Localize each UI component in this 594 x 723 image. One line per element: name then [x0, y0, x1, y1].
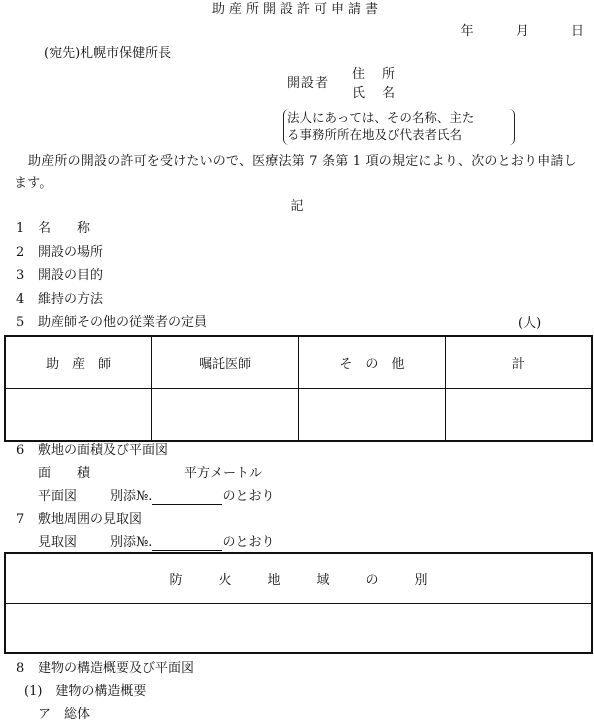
name-label: 氏 名: [352, 86, 398, 101]
item-building: [16, 661, 194, 677]
map-attachment-number-field[interactable]: [152, 537, 222, 551]
item-label: 開設の目的: [38, 268, 104, 283]
item-number: 6: [16, 443, 25, 458]
plan-suffix: のとおり: [222, 489, 275, 504]
ki-heading: 記: [290, 199, 304, 214]
item-label: 敷地周囲の見取図: [38, 512, 143, 527]
item-number: 5: [16, 315, 25, 330]
map-label: 見取図: [38, 535, 78, 550]
staff-table-header-row: [5, 336, 592, 389]
plan-label: 平面図: [38, 489, 78, 504]
item-label: 敷地の面積及び平面図: [38, 443, 169, 458]
area-unit: 平方メートル: [184, 466, 263, 481]
map-attachment-label: 別添№.: [110, 535, 153, 550]
item-label: 開設の場所: [38, 245, 104, 260]
fire-zone-input-cell[interactable]: [6, 604, 591, 652]
item-number: 3: [16, 268, 25, 283]
site-area-line: [38, 466, 262, 482]
area-label: 面 積: [38, 466, 91, 481]
address-label: 住 所: [352, 67, 398, 82]
item-surroundings: [16, 512, 142, 528]
staff-table-input-row: [5, 389, 592, 442]
staff-header-midwife: 助 産 師: [5, 336, 152, 389]
staff-table: [4, 335, 593, 442]
plan-attachment-label: 別添№.: [110, 489, 153, 504]
staff-doctor-cell[interactable]: [152, 389, 299, 442]
item-label: 建物の構造概要及び平面図: [38, 661, 195, 676]
item-label: 助産師その他の従業者の定員: [38, 315, 208, 330]
staff-midwife-cell[interactable]: [5, 389, 152, 442]
corporation-note: [283, 109, 515, 145]
plan-attachment-number-field[interactable]: [152, 491, 222, 505]
building-structure-subitem: (1) 建物の構造概要: [24, 684, 147, 699]
map-suffix: のとおり: [222, 535, 275, 550]
item-number: 4: [16, 292, 25, 307]
addressee: (宛先)札幌市保健所長: [44, 46, 172, 61]
page-title: 助産所開設許可申請書: [211, 2, 382, 17]
date-month-label: 月: [515, 24, 529, 39]
item-site: [16, 443, 168, 459]
applicant-label: 開設者: [287, 76, 330, 91]
building-overall-subitem: ア 総体: [38, 707, 91, 722]
corporation-note-line: る事務所所在地及び代表者氏名: [287, 127, 463, 142]
item-name: [16, 221, 90, 237]
date-day-label: 日: [570, 24, 584, 39]
date-year-label: 年: [460, 24, 474, 39]
item-location: [16, 245, 103, 261]
staff-other-cell[interactable]: [299, 389, 446, 442]
staff-header-total: 計: [445, 336, 592, 389]
staff-unit: (人): [518, 316, 542, 331]
item-number: 8: [16, 661, 25, 676]
item-label: 名 称: [38, 221, 91, 236]
item-label: 維持の方法: [38, 292, 104, 307]
site-plan-line: [38, 489, 274, 505]
item-number: 7: [16, 512, 25, 527]
date-line: [461, 24, 584, 40]
staff-header-other: そ の 他: [299, 336, 446, 389]
item-number: 1: [16, 221, 25, 236]
staff-total-cell[interactable]: [445, 389, 592, 442]
fire-zone-header: 防火地域の別: [6, 554, 591, 604]
application-statement: 助産所の開設の許可を受けたいので、医療法第 7 条第 1 項の規定により、次のとおり申請します。: [14, 154, 577, 191]
item-purpose: [16, 268, 103, 284]
fire-zone-table: [4, 552, 593, 654]
item-staff: [16, 315, 207, 331]
item-maintenance: [16, 292, 103, 308]
corporation-note-line: 法人にあっては、その名称、主た: [287, 110, 475, 125]
item-number: 2: [16, 245, 25, 260]
surroundings-map-line: [38, 535, 274, 551]
staff-header-doctor: 嘱託医師: [152, 336, 299, 389]
